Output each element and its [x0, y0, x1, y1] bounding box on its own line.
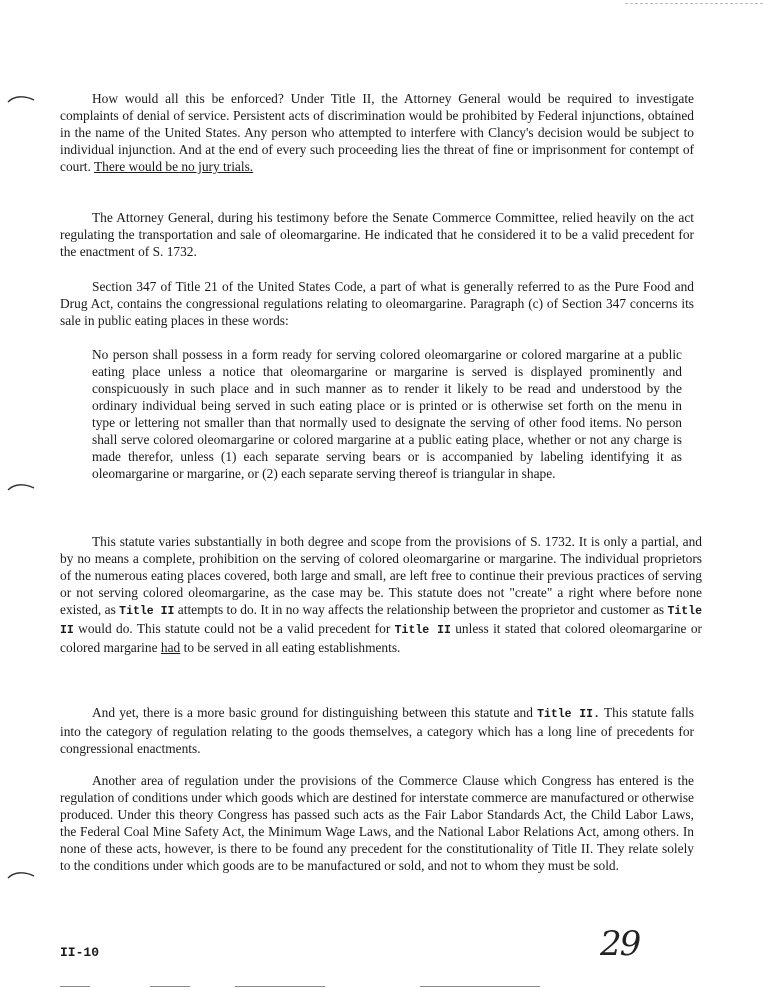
- paragraph-statute-varies: [60, 533, 702, 656]
- bottom-edge-rule-3: [235, 986, 325, 987]
- title-ii-reference-2: Title II: [60, 605, 703, 637]
- title-ii-reference-4: Title II.: [537, 708, 600, 721]
- top-edge-rule: [625, 3, 763, 4]
- paragraph-statute-varies-part-d: unless it stated that colored oleomargarine or colored margarine: [60, 621, 702, 655]
- paragraph-statute-varies-part-a: This statute varies substantially in both degree and scope from the provisions of S. 1732. It is only a partial, and by no means a complete, prohibition on the serving of colored oleomargarine or margarine. The individual proprietors of the numerous eating places covered, both large and small, are left free to continue their previous practices of serving or not serving colored oleomargarine, as the case may be. This statute does not "create" a right where before none existed, as: [60, 534, 702, 617]
- bottom-edge-rule-4: [420, 986, 540, 987]
- paragraph-basic-ground-part-a: And yet, there is a more basic ground for distinguishing between this statute and: [92, 705, 533, 720]
- paragraph-section-347: Section 347 of Title 21 of the United States Code, a part of what is generally referred to as the Pure Food and Drug Act, contains the congressional regulations relating to oleomargarine. Paragraph (c) of Section 347 concerns its sale in public eating places in these words:: [60, 279, 694, 328]
- footer-section-code: II-10: [60, 945, 100, 960]
- no-jury-trials-text: There would be no jury trials.: [93, 159, 254, 174]
- paragraph-basic-ground: [60, 704, 694, 757]
- title-ii-reference-1: Title II: [119, 605, 175, 618]
- paragraph-statute-varies-part-c: would do. This statute could not be a valid precedent for: [78, 621, 391, 636]
- binder-hole-mark-top-icon: [6, 94, 36, 104]
- paragraph-commerce-clause: Another area of regulation under the provisions of the Commerce Clause which Congress has entered is the regulation of conditions under which goods which are destined for interstate commerce are manufactured or otherwise produced. Under this theory Congress has passed such acts as the Fair Labor Standards Act, the Child Labor Laws, the Federal Coal Mine Safety Act, the Minimum Wage Laws, and the National Labor Relations Act, among others. In none of these acts, however, is there to be found any precedent for the constitutionality of Title II. They relate solely to the conditions under which goods are to be manufactured or sold, and not to whom they must be sold.: [60, 773, 694, 873]
- paragraph-enforcement-text: How would all this be enforced? Under Title II, the Attorney General would be required to investigate complaints of denial of service. Persistent acts of discrimination would be prohibited by Federal injunctions, obtained in the name of the United States. Any person who attempted to interfere with Clancy's decision would be subject to individual injunction. And at the end of every such proceeding lies the threat of fine or imprisonment for contempt of court.: [60, 91, 694, 174]
- paragraph-statute-varies-part-e: to be served in all eating establishments.: [183, 640, 401, 655]
- binder-hole-mark-middle-icon: [6, 482, 36, 492]
- paragraph-enforcement: [60, 90, 694, 175]
- binder-hole-mark-bottom-icon: [6, 870, 36, 880]
- paragraph-basic-ground-part-b: This statute falls into the category of regulation relating to the goods themselves, a category which has a long line of precedents for congressional enactments.: [60, 705, 694, 756]
- bottom-edge-rule-1: [60, 986, 90, 987]
- paragraph-statute-varies-part-b: attempts to do. It in no way affects the relationship between the proprietor and customer as: [177, 602, 665, 617]
- title-ii-reference-3: Title II: [394, 624, 451, 637]
- paragraph-attorney-general: The Attorney General, during his testimony before the Senate Commerce Committee, relied heavily on the act regulating the transportation and sale of oleomargarine. He indicated that he considered it to be a valid precedent for the enactment of S. 1732.: [60, 210, 694, 259]
- handwritten-page-number: 29: [600, 924, 640, 964]
- statute-quote: No person shall possess in a form ready for serving colored oleomargarine or colored margarine at a public eating place unless a notice that oleomargarine or margarine is served is displayed prominently and conspicuously in such place and in such manner as to render it likely to be read and understood by the ordinary individual being served in such eating place or is printed or is otherwise set forth on the menu in type or lettering not smaller than that normally used to designate the serving of other food items. No person shall serve colored oleomargarine or colored margarine at a public eating place, whether or not any charge is made therefor, unless (1) each separate serving bears or is accompanied by labeling identifying it as oleomargarine or margarine, or (2) each separate serving thereof is triangular in shape.: [92, 347, 682, 481]
- bottom-edge-rule-2: [150, 986, 190, 987]
- had-underlined-text: had: [160, 640, 181, 655]
